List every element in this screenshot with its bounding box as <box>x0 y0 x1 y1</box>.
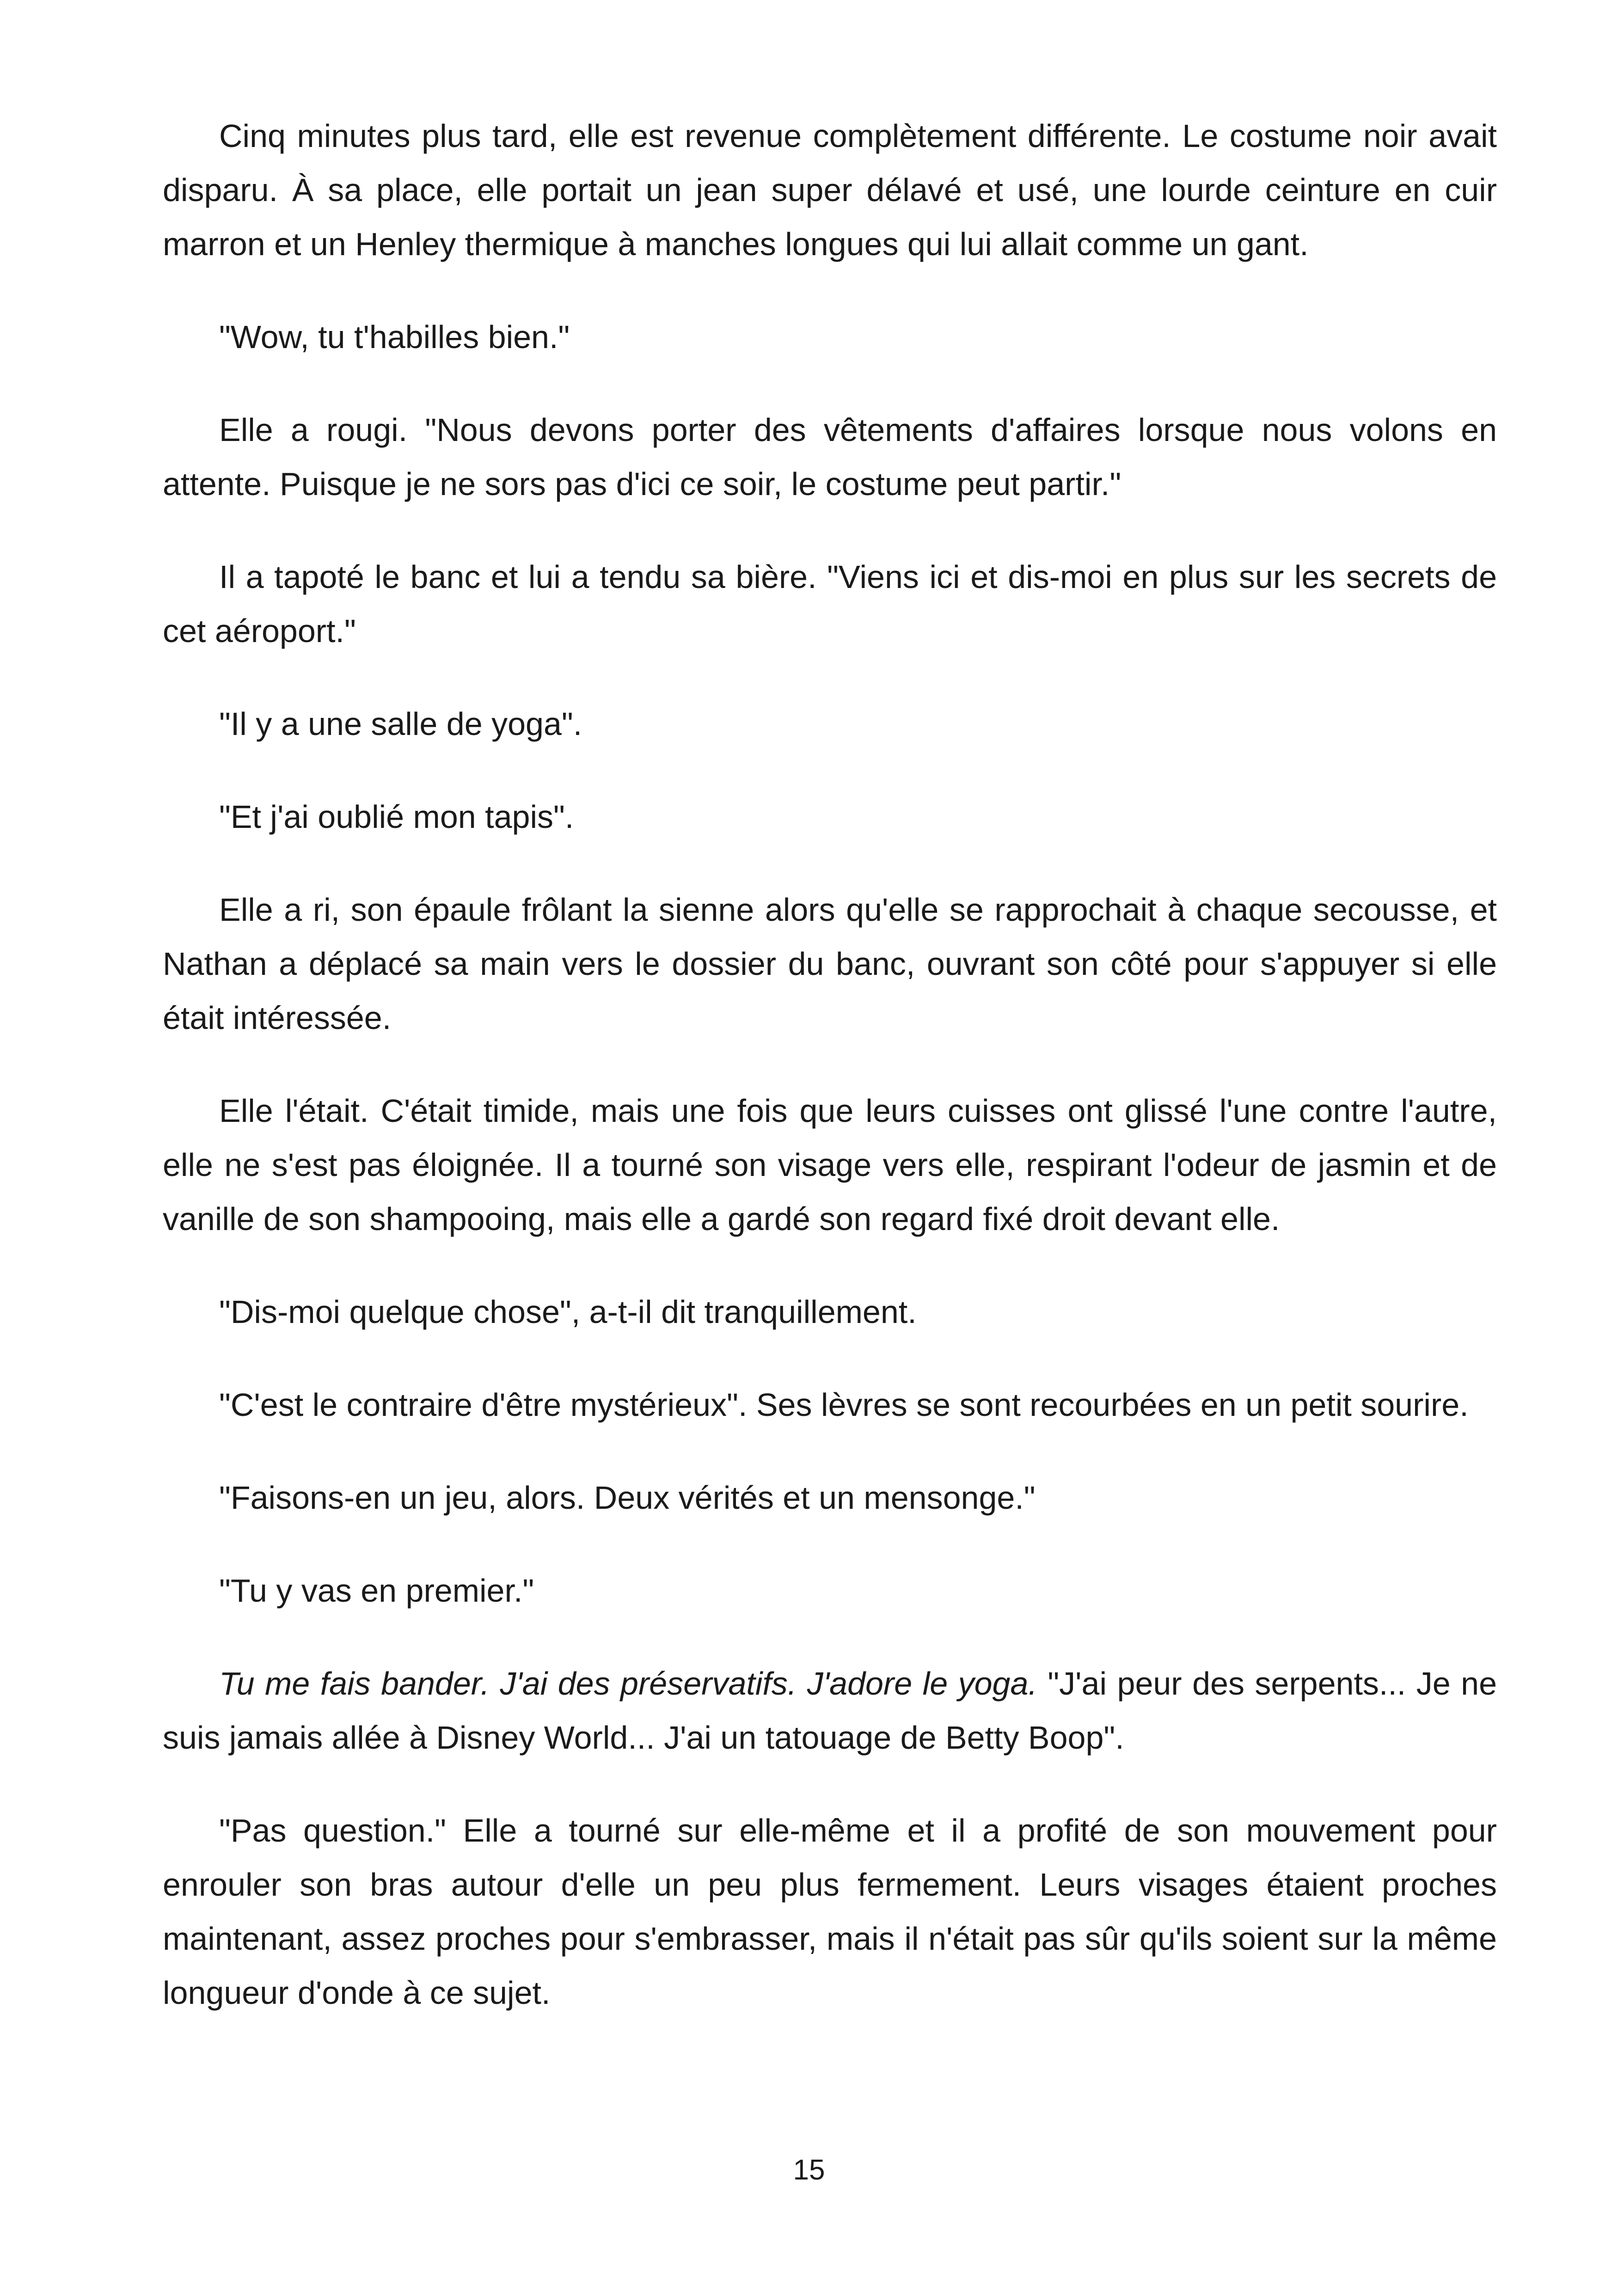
paragraph: "C'est le contraire d'être mystérieux". Ses lèvres se sont recourbées en un petit sourire. <box>219 1387 1469 1423</box>
paragraph: "Faisons-en un jeu, alors. Deux vérités et un mensonge." <box>219 1480 1036 1516</box>
paragraph: Elle a rougi. "Nous devons porter des vêtements d'affaires lorsque nous volons en attente. Puisque je ne sors pas d'ici ce soir, le costume peut partir." <box>163 412 1497 502</box>
paragraph: Elle l'était. C'était timide, mais une fois que leurs cuisses ont glissé l'une contre l'autre, elle ne s'est pas éloignée. Il a tourné son visage vers elle, respirant l'odeur de jasmin et de vanille de son shampooing, mais elle a gardé son regard fixé droit devant elle. <box>163 1093 1497 1237</box>
paragraph: "Il y a une salle de yoga". <box>219 706 582 742</box>
page-number: 15 <box>793 2154 825 2186</box>
italic-thought: Tu me fais bander. J'ai des préservatifs. J'adore le yoga. <box>219 1665 1037 1702</box>
paragraph: "Et j'ai oublié mon tapis". <box>219 799 574 835</box>
paragraph: "Pas question." Elle a tourné sur elle-même et il a profité de son mouvement pour enrouler son bras autour d'elle un peu plus fermement. Leurs visages étaient proches maintenant, assez proches pour s'embrasser, mais il n'était pas sûr qu'ils soient sur la même longueur d'onde à ce sujet. <box>163 1812 1497 2011</box>
body-text <box>163 109 1497 2059</box>
paragraph-with-thought <box>163 1657 1497 1765</box>
paragraph: "Wow, tu t'habilles bien." <box>219 319 570 355</box>
paragraph: Il a tapoté le banc et lui a tendu sa bière. "Viens ici et dis-moi en plus sur les secrets de cet aéroport." <box>163 559 1497 649</box>
paragraph: Cinq minutes plus tard, elle est revenue complètement différente. Le costume noir avait disparu. À sa place, elle portait un jean super délavé et usé, une lourde ceinture en cuir marron et un Henley thermique à manches longues qui lui allait comme un gant. <box>163 118 1497 262</box>
paragraph: "Dis-moi quelque chose", a-t-il dit tranquillement. <box>219 1294 917 1330</box>
paragraph: "Tu y vas en premier." <box>219 1573 534 1609</box>
paragraph-text: "J'ai peur des serpents... Je ne suis jamais allée à Disney World... J'ai un tatouage de Betty Boop". <box>163 1665 1497 1756</box>
paragraph: Elle a ri, son épaule frôlant la sienne alors qu'elle se rapprochait à chaque secousse, et Nathan a déplacé sa main vers le dossier du banc, ouvrant son côté pour s'appuyer si elle était intéressée. <box>163 892 1497 1036</box>
